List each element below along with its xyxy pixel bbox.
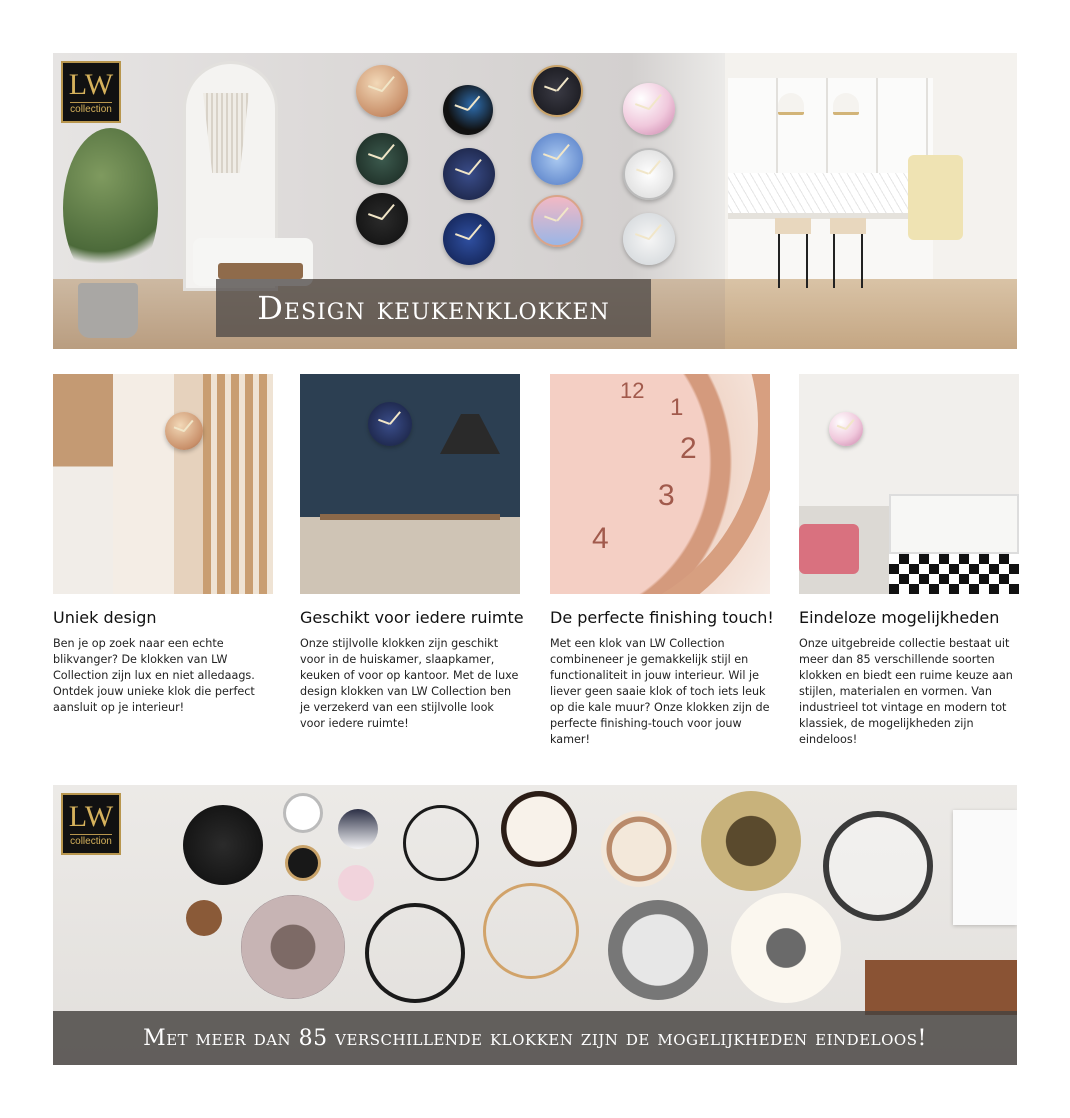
clock-numeral: 2 — [680, 432, 697, 465]
wall-clock — [356, 193, 408, 245]
wall-clock — [338, 809, 378, 849]
feature-text: Onze stijlvolle klokken zijn geschikt voor in de huiskamer, slaapkamer, keuken of voor op kantoor. Met de luxe design klokken van LW Collection ben je verzekerd van een stijlvolle look voor iedere ruimte! — [300, 637, 519, 730]
logo-subtitle: collection — [70, 103, 112, 115]
wall-clock — [356, 65, 408, 117]
coffee-table — [218, 263, 303, 279]
wall-clock — [365, 903, 465, 1003]
feature-title: Geschikt voor iedere ruimte — [300, 608, 524, 627]
feature-text: Ben je op zoek naar een echte blikvanger? De klokken van LW Collection zijn lux en niet alledaags. Ontdek jouw unieke klok die perfect aansluit op je interieur! — [53, 637, 255, 714]
logo-mark: LW — [68, 799, 114, 833]
feature-title: Eindeloze mogelijkheden — [799, 608, 1000, 627]
wall-clock — [623, 148, 675, 200]
wall-clock — [623, 213, 675, 265]
checkered-floor — [889, 554, 1019, 594]
bar-stool — [775, 218, 811, 288]
wall-clock — [531, 133, 583, 185]
feature-photo — [53, 374, 273, 594]
wall-clock — [731, 893, 841, 1003]
wall-clock — [403, 805, 479, 881]
wall-clock — [165, 412, 203, 450]
feature-title: De perfecte finishing touch! — [550, 608, 774, 627]
wall-clock — [241, 895, 345, 999]
clock-numeral: 3 — [658, 479, 675, 512]
wall-clock — [285, 845, 321, 881]
bottom-banner — [53, 785, 1017, 1065]
wall-clock — [501, 791, 577, 867]
banner-caption-text: Design keukenklokken — [257, 289, 610, 327]
wall-clock — [608, 900, 708, 1000]
wall-clock — [356, 133, 408, 185]
wood-slat-wall — [203, 374, 273, 594]
banner-caption-text: Met meer dan 85 verschillende klokken zijn de mogelijkheden eindeloos! — [143, 1025, 927, 1051]
plant-pot — [78, 283, 138, 338]
bar-stool — [830, 218, 866, 288]
wall-clock — [601, 811, 677, 887]
wall-clock — [443, 85, 493, 135]
feature-card-eindeloze — [799, 374, 1019, 748]
wall-clock — [283, 793, 323, 833]
wall-clock — [829, 412, 863, 446]
pendant-lamp — [833, 93, 859, 115]
clock-numeral: 12 — [620, 378, 645, 403]
wall-clock — [483, 883, 579, 979]
olive-tree-plant — [63, 128, 158, 288]
feature-text: Met een klok van LW Collection combineneer je gemakkelijk stijl en functionaliteit in jouw interieur. Wil je liever geen saaie klok of toch iets leuk op die kale muur? Onze klokken zijn de perfecte finishing-touch voor jouw kamer! — [550, 637, 770, 746]
wall-clock — [443, 148, 495, 200]
feature-card-uniek-design — [53, 374, 273, 716]
wall-clock — [531, 195, 583, 247]
pendant-lamp — [778, 93, 804, 115]
feature-card-geschikt — [300, 374, 524, 732]
lw-collection-logo — [61, 793, 121, 855]
wall-clock — [823, 811, 933, 921]
wooden-sideboard — [865, 960, 1017, 1015]
clock-numeral: 4 — [592, 522, 609, 555]
kitchen-floor — [725, 279, 1017, 349]
wall-clock — [183, 805, 263, 885]
feature-card-finishing-touch — [550, 374, 774, 748]
feature-text: Onze uitgebreide collectie bestaat uit meer dan 85 verschillende soorten klokken en biedt een ruime keuze aan stijlen, materialen en vormen. Van industrieel tot vintage en modern tot klassiek, de mogelijkheden zijn eindeloos! — [799, 637, 1013, 746]
wall-clock — [531, 65, 583, 117]
feature-photo — [300, 374, 520, 594]
wall-clock — [701, 791, 801, 891]
feature-photo — [550, 374, 770, 594]
kitchen-tiles — [728, 173, 933, 218]
top-banner — [53, 53, 1017, 349]
wall-clock — [338, 865, 374, 901]
wall-clock — [186, 900, 222, 936]
feature-photo — [799, 374, 1019, 594]
banner-caption — [216, 279, 651, 337]
clock-numeral: 1 — [670, 394, 684, 421]
kitchen-cabinet — [889, 494, 1019, 554]
wall-clock — [443, 213, 495, 265]
wall-clock — [623, 83, 675, 135]
feature-title: Uniek design — [53, 608, 157, 627]
wooden-shelf — [53, 374, 113, 594]
kitchen-shelf — [320, 514, 500, 520]
wall-clock — [368, 402, 412, 446]
lw-collection-logo — [61, 61, 121, 123]
banner-caption — [53, 1011, 1017, 1065]
logo-mark: LW — [68, 67, 114, 101]
leaf-print-frame — [953, 810, 1017, 925]
pink-chair — [799, 524, 859, 574]
retro-fridge — [908, 155, 963, 240]
logo-subtitle: collection — [70, 835, 112, 847]
extractor-hood — [440, 414, 500, 454]
kitchen-cabinets — [728, 78, 933, 173]
